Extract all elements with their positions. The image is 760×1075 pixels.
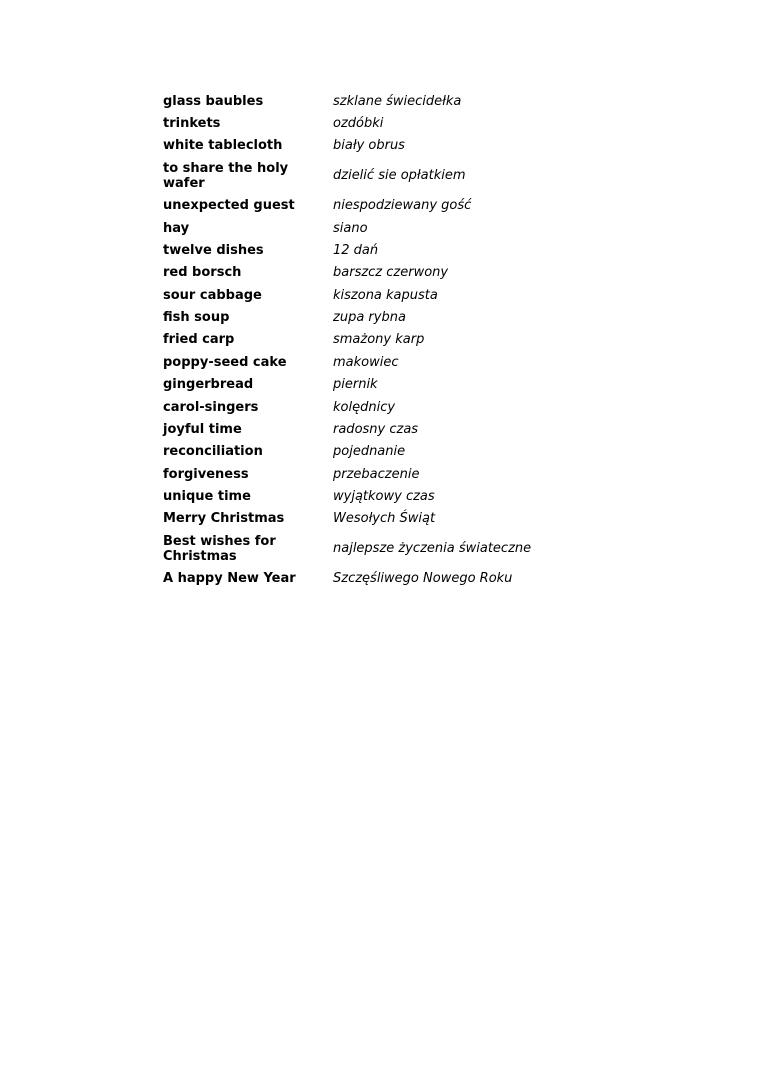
table-row: [159, 239, 535, 261]
table-row: [159, 262, 535, 284]
polish-translation: wyjątkowy czas: [333, 489, 435, 505]
polish-translation: 12 dań: [333, 242, 379, 258]
english-term: joyful time: [163, 421, 242, 437]
table-row: [159, 195, 535, 217]
english-term: reconciliation: [163, 444, 263, 460]
table-row: [159, 217, 535, 239]
english-term: glass baubles: [163, 93, 264, 109]
polish-translation: zupa rybna: [333, 310, 406, 326]
english-term: red borsch: [163, 265, 242, 281]
polish-translation: makowiec: [333, 354, 399, 370]
polish-translation: biały obrus: [333, 138, 405, 154]
table-row: [159, 90, 535, 112]
polish-translation: Wesołych Świąt: [333, 511, 436, 527]
table-row: [159, 463, 535, 485]
table-row: [159, 441, 535, 463]
english-term: A happy New Year: [163, 571, 296, 587]
polish-translation: ozdóbki: [333, 116, 384, 132]
table-row: [159, 284, 535, 306]
table-row: [159, 135, 535, 157]
polish-translation: barszcz czerwony: [333, 265, 449, 281]
english-term: to share the holy wafer: [163, 160, 289, 191]
english-term: trinkets: [163, 116, 221, 132]
table-row: [159, 329, 535, 351]
polish-translation: dzielić sie opłatkiem: [333, 168, 466, 184]
english-term: white tablecloth: [163, 138, 283, 154]
table-row: [159, 485, 535, 507]
english-term: carol-singers: [163, 399, 259, 415]
english-term: twelve dishes: [163, 242, 264, 258]
table-row: [159, 508, 535, 530]
polish-translation: siano: [333, 220, 368, 236]
table-row: [159, 157, 535, 194]
english-term: Best wishes for Christmas: [163, 533, 276, 564]
table-row: [159, 418, 535, 440]
polish-translation: najlepsze życzenia świateczne: [333, 541, 532, 557]
polish-translation: kolędnicy: [333, 399, 396, 415]
table-row: [159, 306, 535, 328]
table-row: [159, 568, 535, 590]
vocabulary-table-body: [159, 90, 535, 590]
polish-translation: szklane świecidełka: [333, 93, 462, 109]
english-term: poppy-seed cake: [163, 354, 287, 370]
polish-translation: niespodziewany gość: [333, 198, 472, 214]
english-term: hay: [163, 220, 190, 236]
polish-translation: radosny czas: [333, 421, 419, 437]
table-row: [159, 374, 535, 396]
english-term: fried carp: [163, 332, 235, 348]
english-term: Merry Christmas: [163, 511, 285, 527]
english-term: forgiveness: [163, 466, 249, 482]
polish-translation: kiszona kapusta: [333, 287, 438, 303]
english-term: sour cabbage: [163, 287, 262, 303]
polish-translation: piernik: [333, 377, 378, 393]
polish-translation: Szczęśliwego Nowego Roku: [333, 571, 513, 587]
table-row: [159, 351, 535, 373]
polish-translation: przebaczenie: [333, 466, 420, 482]
table-row: [159, 530, 535, 567]
english-term: unexpected guest: [163, 198, 295, 214]
english-term: unique time: [163, 489, 251, 505]
polish-translation: smażony karp: [333, 332, 425, 348]
table-row: [159, 396, 535, 418]
vocabulary-table: [159, 90, 535, 590]
english-term: gingerbread: [163, 377, 254, 393]
english-term: fish soup: [163, 310, 230, 326]
polish-translation: pojednanie: [333, 444, 406, 460]
table-row: [159, 112, 535, 134]
